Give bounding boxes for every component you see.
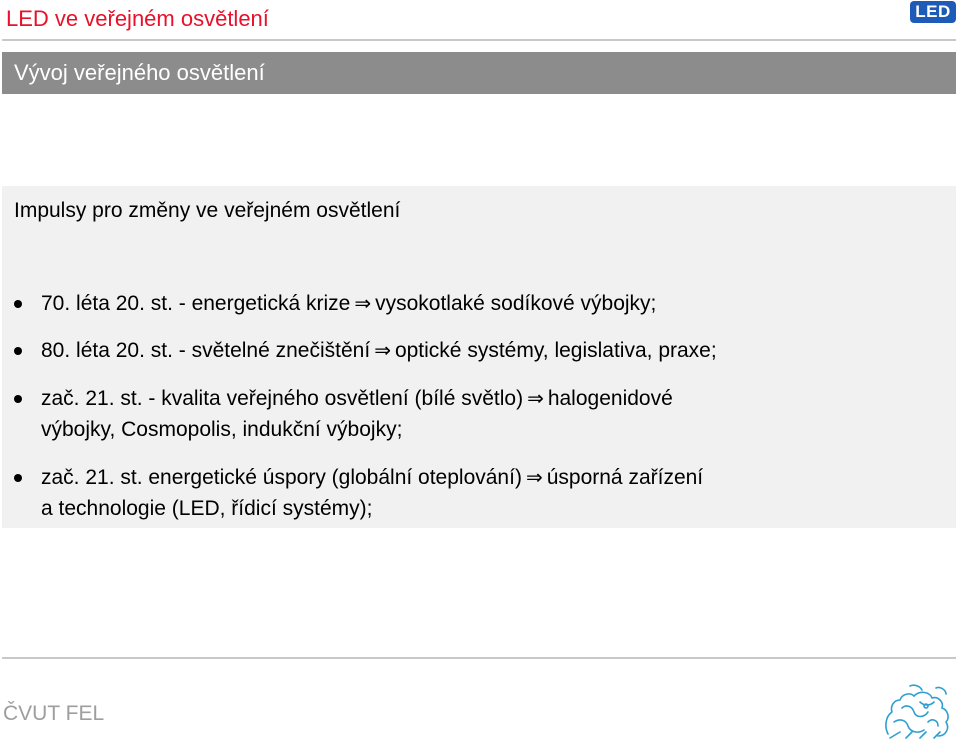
implies-arrow-icon: ⇒: [354, 291, 372, 315]
bullet-dot-icon: [14, 300, 22, 308]
bullet-text-before: zač. 21. st. - kvalita veřejného osvětlení (bílé světlo): [41, 387, 524, 410]
implies-arrow-icon: ⇒: [527, 386, 544, 410]
footer-text: ČVUT FEL: [3, 702, 105, 725]
bullet-text-after: halogenidové: [547, 387, 673, 410]
bullet-text: [41, 383, 941, 445]
implies-arrow-icon: ⇒: [525, 465, 543, 489]
cvut-lion-icon: [880, 682, 954, 740]
bullet-text-after: optické systémy, legislativa, praxe;: [394, 339, 717, 362]
section-header-bar: [2, 52, 956, 94]
section-title: Vývoj veřejného osvětlení: [14, 60, 265, 85]
led-logo: LED: [910, 1, 956, 23]
bullet-text-before: zač. 21. st. energetické úspory (globální oteplování): [41, 466, 522, 489]
bullet-text: [41, 335, 941, 366]
implies-arrow-icon: ⇒: [374, 338, 391, 362]
bottom-divider: [2, 657, 956, 659]
bullet-text-after: vysokotlaké sodíkové výbojky;: [375, 292, 657, 315]
bullet-dot-icon: [14, 347, 22, 355]
bullet-text-line2: a technologie (LED, řídicí systémy);: [41, 497, 373, 520]
content-panel: [2, 186, 956, 528]
bullet-dot-icon: [14, 474, 22, 482]
content-subtitle: Impulsy pro změny ve veřejném osvětlení: [14, 199, 401, 222]
bullet-text-line2: výbojky, Cosmopolis, indukční výbojky;: [41, 418, 403, 441]
top-divider: [2, 39, 956, 41]
slide-title: LED ve veřejném osvětlení: [6, 6, 269, 31]
bullet-dot-icon: [14, 395, 22, 403]
bullet-text: [41, 462, 941, 524]
bullet-text: [41, 288, 941, 319]
bullet-text-after: úsporná zařízení: [546, 466, 704, 489]
bullet-text-before: 70. léta 20. st. - energetická krize: [41, 292, 351, 315]
bullet-text-before: 80. léta 20. st. - světelné znečištění: [41, 339, 371, 362]
